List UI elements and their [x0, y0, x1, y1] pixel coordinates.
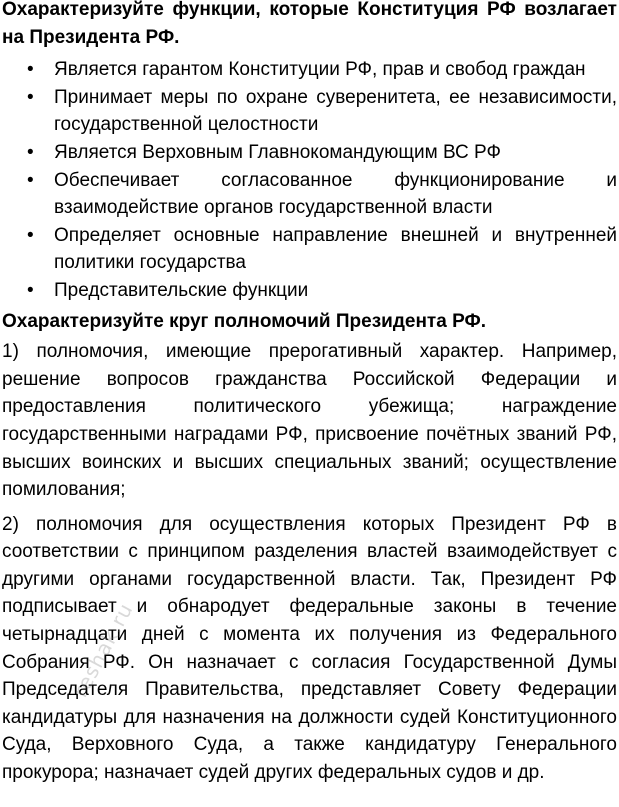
list-item: [2, 167, 617, 222]
list-item-text: Является гарантом Конституции РФ, прав и свобод граждан: [54, 59, 586, 81]
list-item-text: Определяет основные направление внешней и внутренней политики государства: [54, 224, 617, 274]
list-item: [2, 277, 617, 305]
bullet-icon: •: [27, 169, 34, 191]
bullet-icon: •: [27, 279, 34, 301]
powers-paragraph-interaction: 2) полномочия для осуществления которых Президент РФ в соответствии с принципом разделения властей взаимодействует с другими органами государственной власти. Так, Президент РФ подписывает и обнародует федеральные законы в течение четырнадцати дней с момента их получения из Федерального Собрания РФ. Он назначает с согласия Государственной Думы Председателя Правительства, представляет Совету Федерации кандидатуры для назначения на должности судей Конституционного Суда, Верховного Суда, а также кандидатуру Генерального прокурора; назначает судей других федеральных судов и др.: [2, 513, 617, 784]
bullet-icon: •: [27, 59, 34, 81]
list-item-text: Обеспечивает согласованное функционирование и взаимодействие органов государственной власти: [54, 169, 617, 219]
list-item-text: Представительские функции: [54, 279, 309, 301]
watermark-logo: reshak.ru: [68, 598, 138, 702]
list-item: [2, 84, 617, 139]
functions-list: [2, 56, 617, 304]
bullet-icon: •: [27, 86, 34, 108]
list-item: [2, 56, 617, 84]
list-item-text: Принимает меры по охране суверенитета, ее независимости, государственной целостности: [54, 86, 617, 136]
question-heading-functions: Охарактеризуйте функции, которые Конституция РФ возлагает на Президента РФ.: [2, 0, 617, 48]
bullet-icon: •: [27, 141, 34, 163]
list-item: [2, 139, 617, 167]
list-item: [2, 222, 617, 277]
list-item-text: Является Верховным Главнокомандующим ВС РФ: [54, 141, 501, 163]
powers-paragraph-prerogative: 1) полномочия, имеющие прерогативный характер. Например, решение вопросов гражданства Российской Федерации и предоставления политического убежища; награждение государственными наградами РФ, присвоение почётных званий РФ, высших воинских и высших специальных званий; осуществление помилования;: [2, 341, 617, 501]
question-heading-powers: Охарактеризуйте круг полномочий Президента РФ.: [2, 310, 486, 332]
bullet-icon: •: [27, 224, 34, 246]
